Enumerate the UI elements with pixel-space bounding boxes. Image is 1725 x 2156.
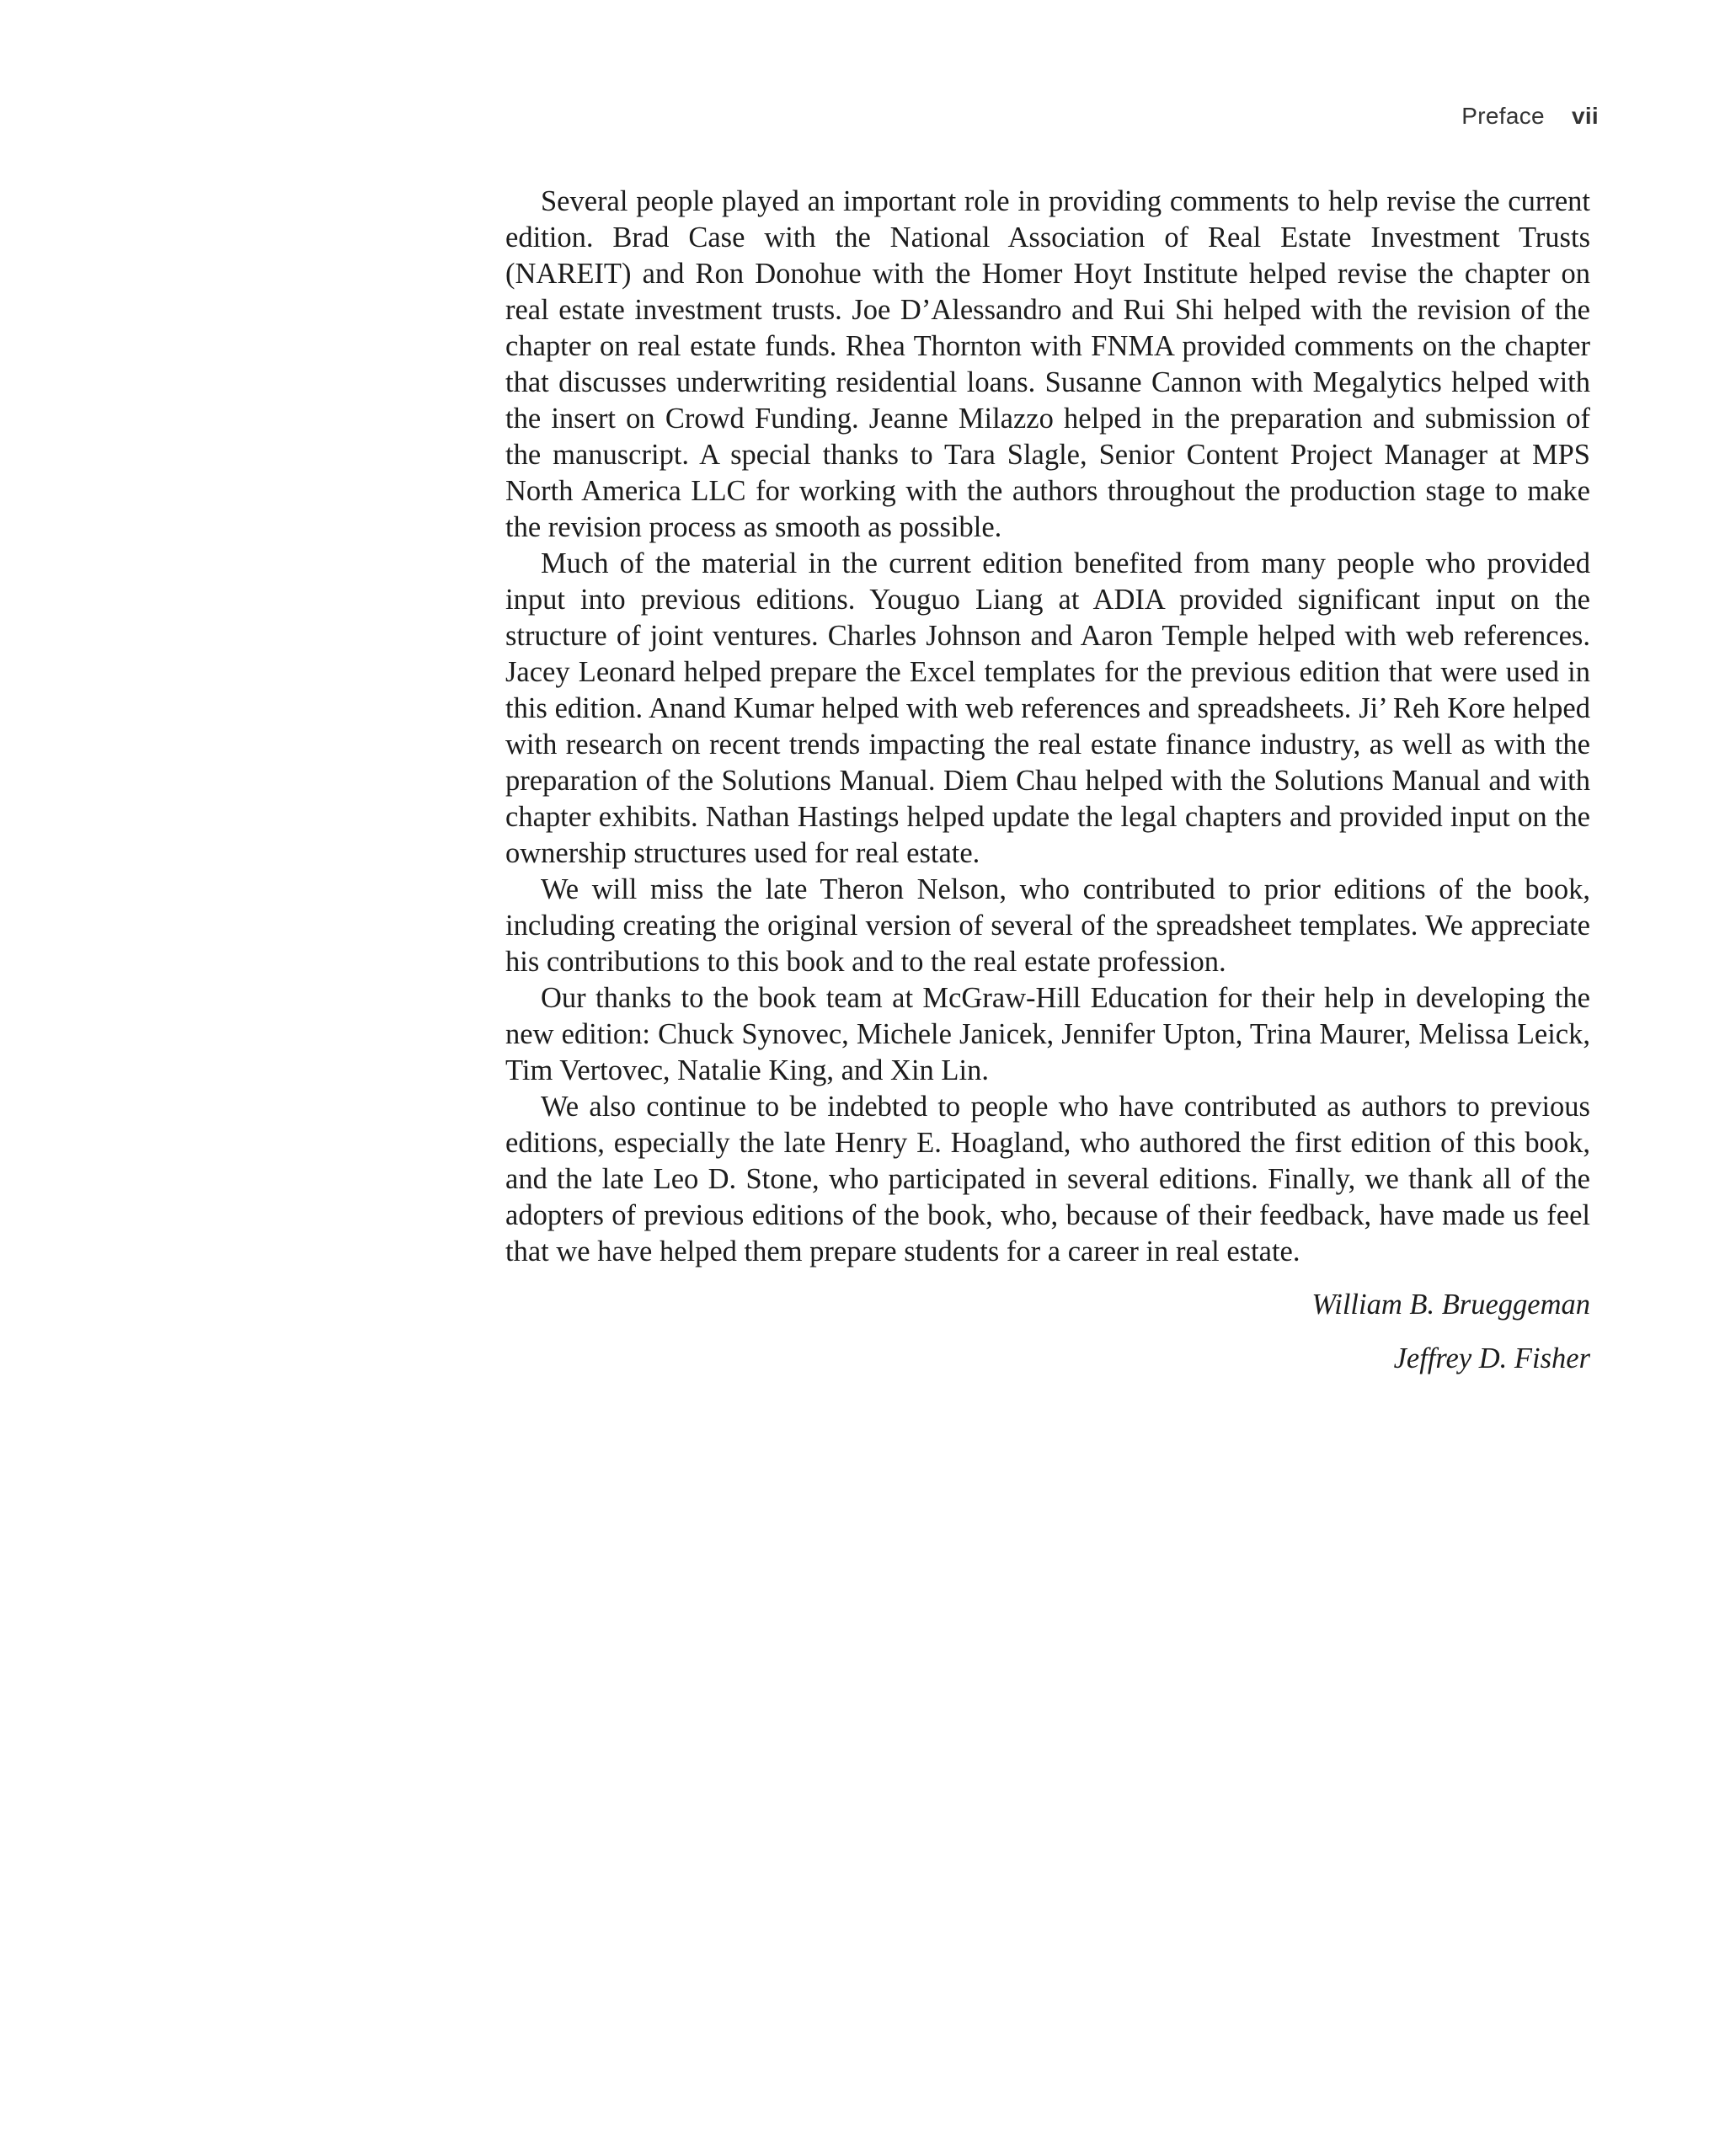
author-name: William B. Brueggeman [1311, 1289, 1590, 1321]
section-title: Preface [1461, 103, 1545, 129]
paragraph-in-memoriam: We will miss the late Theron Nelson, who contributed to prior editions of the book, including creating the original version of several of the spreadsheet templates. We appreciate his contributions to this book and to the real estate profession. [505, 873, 1590, 978]
page-number: vii [1571, 103, 1599, 129]
paragraph-book-team: Our thanks to the book team at McGraw-Hill Education for their help in developing the new edition: Chuck Synovec, Michele Janicek, Jennifer Upton, Trina Maurer, Melissa Leick, Tim Vertovec, Natalie King, and Xin Lin. [505, 982, 1590, 1086]
author-signatures [505, 1287, 1590, 1377]
paragraph-closing: We also continue to be indebted to people who have contributed as authors to previous editions, especially the late Henry E. Hoagland, who authored the first edition of this book, and the late Leo D. Stone, who participated in several editions. Finally, we thank all of the adopters of previous editions of the book, who, because of their feedback, have made us feel that we have helped them prepare students for a career in real estate. [505, 1091, 1590, 1267]
paragraph-previous-editions: Much of the material in the current edition benefited from many people who provided input into previous editions. Youguo Liang at ADIA provided significant input on the structure of joint ventures. Charles Johnson and Aaron Temple helped with web references. Jacey Leonard helped prepare the Excel templates for the previous edition that were used in this edition. Anand Kumar helped with web references and spreadsheets. Ji’ Reh Kore helped with research on recent trends impacting the real estate finance industry, as well as with the preparation of the Solutions Manual. Diem Chau helped with the Solutions Manual and with chapter exhibits. Nathan Hastings helped update the legal chapters and provided input on the ownership structures used for real estate. [505, 547, 1590, 869]
author-name: Jeffrey D. Fisher [1393, 1342, 1590, 1374]
preface-body [505, 184, 1590, 1395]
running-head [1461, 103, 1599, 130]
paragraph-reviewers: Several people played an important role in providing comments to help revise the current edition. Brad Case with the National Association of Real Estate Investment Trusts (NAREIT) and Ron Donohue with the Homer Hoyt Institute helped revise the chapter on real estate investment trusts. Joe D’Alessandro and Rui Shi helped with the revision of the chapter on real estate funds. Rhea Thornton with FNMA provided comments on the chapter that discusses underwriting residential loans. Susanne Cannon with Megalytics helped with the insert on Crowd Funding. Jeanne Milazzo helped in the preparation and submission of the manuscript. A special thanks to Tara Slagle, Senior Content Project Manager at MPS North America LLC for working with the authors throughout the production stage to make the revision process as smooth as possible. [505, 185, 1590, 543]
